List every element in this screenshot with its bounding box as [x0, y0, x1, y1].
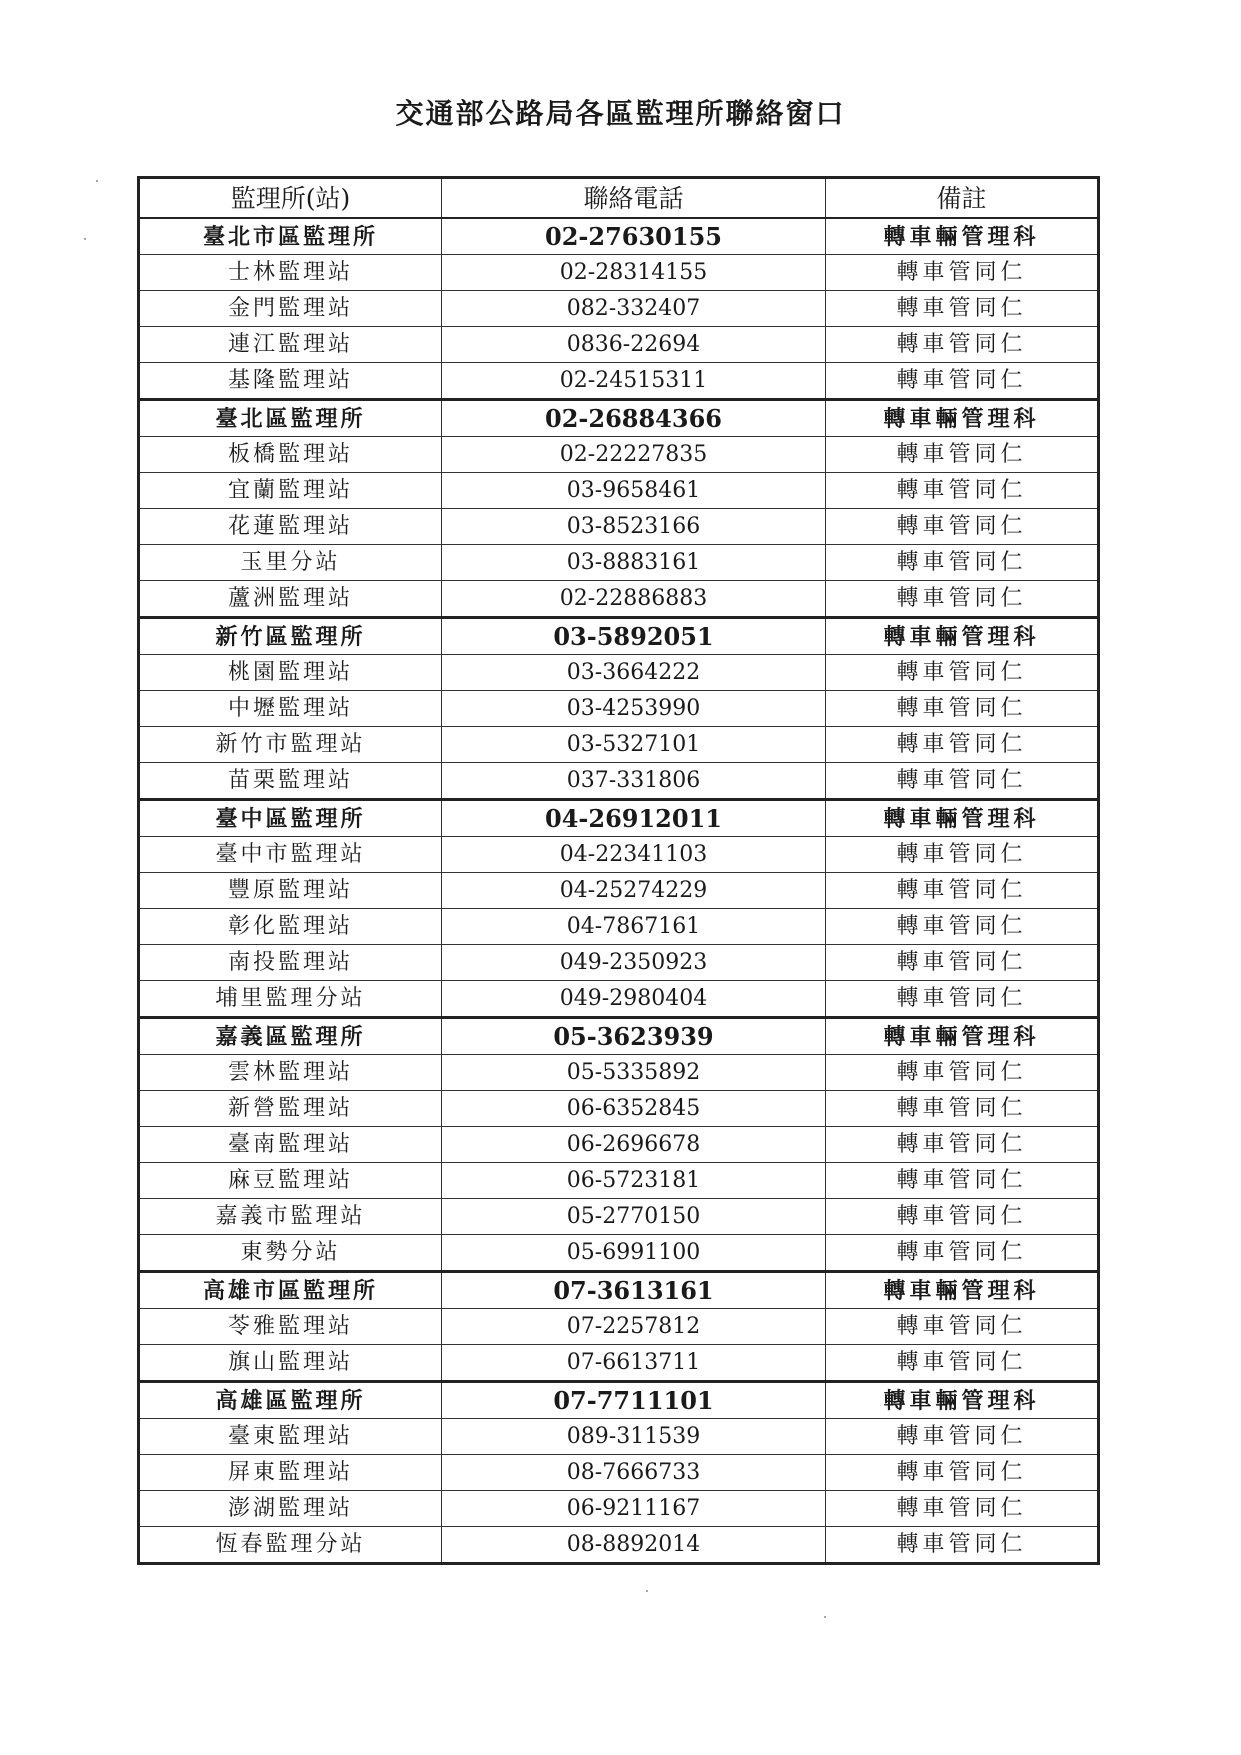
table-header-row [139, 178, 1099, 219]
office-row [139, 1272, 1099, 1309]
note-cell: 轉車管同仁 [826, 1419, 1099, 1455]
office-name-cell: 屏東監理站 [139, 1455, 442, 1491]
office-name-cell: 苗栗監理站 [139, 763, 442, 800]
note-cell: 轉車管同仁 [826, 837, 1099, 873]
station-row [139, 1309, 1099, 1345]
note-cell: 轉車輛管理科 [826, 1272, 1099, 1309]
contact-table-body [139, 218, 1099, 1564]
station-row [139, 1163, 1099, 1199]
office-name-cell: 臺北區監理所 [139, 400, 442, 437]
office-name-cell: 板橋監理站 [139, 437, 442, 473]
station-row [139, 655, 1099, 691]
phone-cell: 03-8883161 [442, 545, 826, 581]
station-row [139, 727, 1099, 763]
scan-speck [646, 1590, 648, 1592]
note-cell: 轉車管同仁 [826, 509, 1099, 545]
station-row [139, 509, 1099, 545]
note-cell: 轉車輛管理科 [826, 618, 1099, 655]
phone-cell: 037-331806 [442, 763, 826, 800]
phone-cell: 02-26884366 [442, 400, 826, 437]
column-header-office: 監理所(站) [139, 178, 442, 219]
office-name-cell: 新營監理站 [139, 1091, 442, 1127]
phone-cell: 02-28314155 [442, 255, 826, 291]
office-row [139, 618, 1099, 655]
document-title: 交通部公路局各區監理所聯絡窗口 [395, 97, 846, 130]
phone-cell: 02-22227835 [442, 437, 826, 473]
station-row [139, 291, 1099, 327]
phone-cell: 04-26912011 [442, 800, 826, 837]
office-name-cell: 桃園監理站 [139, 655, 442, 691]
office-name-cell: 臺南監理站 [139, 1127, 442, 1163]
station-row [139, 1199, 1099, 1235]
phone-cell: 02-24515311 [442, 363, 826, 400]
phone-cell: 07-2257812 [442, 1309, 826, 1345]
phone-cell: 04-22341103 [442, 837, 826, 873]
office-row [139, 800, 1099, 837]
office-name-cell: 基隆監理站 [139, 363, 442, 400]
phone-cell: 05-2770150 [442, 1199, 826, 1235]
note-cell: 轉車輛管理科 [826, 400, 1099, 437]
office-name-cell: 東勢分站 [139, 1235, 442, 1272]
phone-cell: 082-332407 [442, 291, 826, 327]
phone-cell: 03-8523166 [442, 509, 826, 545]
note-cell: 轉車管同仁 [826, 1235, 1099, 1272]
note-cell: 轉車管同仁 [826, 1127, 1099, 1163]
column-header-note: 備註 [826, 178, 1099, 219]
note-cell: 轉車管同仁 [826, 1055, 1099, 1091]
office-name-cell: 士林監理站 [139, 255, 442, 291]
phone-cell: 04-7867161 [442, 909, 826, 945]
phone-cell: 049-2980404 [442, 981, 826, 1018]
station-row [139, 837, 1099, 873]
note-cell: 轉車輛管理科 [826, 218, 1099, 255]
phone-cell: 02-27630155 [442, 218, 826, 255]
station-row [139, 1455, 1099, 1491]
station-row [139, 1491, 1099, 1527]
note-cell: 轉車管同仁 [826, 1455, 1099, 1491]
office-name-cell: 嘉義區監理所 [139, 1018, 442, 1055]
phone-cell: 03-4253990 [442, 691, 826, 727]
phone-cell: 06-5723181 [442, 1163, 826, 1199]
phone-cell: 08-7666733 [442, 1455, 826, 1491]
phone-cell: 06-9211167 [442, 1491, 826, 1527]
station-row [139, 1419, 1099, 1455]
station-row [139, 545, 1099, 581]
phone-cell: 02-22886883 [442, 581, 826, 618]
office-name-cell: 臺東監理站 [139, 1419, 442, 1455]
note-cell: 轉車管同仁 [826, 1163, 1099, 1199]
scan-speck [84, 238, 86, 240]
station-row [139, 1345, 1099, 1382]
phone-cell: 03-3664222 [442, 655, 826, 691]
phone-cell: 07-6613711 [442, 1345, 826, 1382]
office-name-cell: 澎湖監理站 [139, 1491, 442, 1527]
office-name-cell: 蘆洲監理站 [139, 581, 442, 618]
office-name-cell: 恆春監理分站 [139, 1527, 442, 1564]
note-cell: 轉車輛管理科 [826, 1018, 1099, 1055]
scan-speck [96, 180, 98, 182]
office-name-cell: 花蓮監理站 [139, 509, 442, 545]
phone-cell: 049-2350923 [442, 945, 826, 981]
office-name-cell: 彰化監理站 [139, 909, 442, 945]
station-row [139, 327, 1099, 363]
station-row [139, 691, 1099, 727]
phone-cell: 06-2696678 [442, 1127, 826, 1163]
note-cell: 轉車管同仁 [826, 581, 1099, 618]
office-row [139, 400, 1099, 437]
station-row [139, 1527, 1099, 1564]
office-name-cell: 臺中市監理站 [139, 837, 442, 873]
note-cell: 轉車管同仁 [826, 291, 1099, 327]
office-name-cell: 麻豆監理站 [139, 1163, 442, 1199]
office-name-cell: 新竹市監理站 [139, 727, 442, 763]
office-name-cell: 苓雅監理站 [139, 1309, 442, 1345]
office-name-cell: 金門監理站 [139, 291, 442, 327]
office-name-cell: 高雄市區監理所 [139, 1272, 442, 1309]
station-row [139, 1127, 1099, 1163]
note-cell: 轉車管同仁 [826, 545, 1099, 581]
station-row [139, 1235, 1099, 1272]
office-row [139, 1018, 1099, 1055]
office-name-cell: 嘉義市監理站 [139, 1199, 442, 1235]
station-row [139, 473, 1099, 509]
note-cell: 轉車管同仁 [826, 1091, 1099, 1127]
office-row [139, 1382, 1099, 1419]
note-cell: 轉車管同仁 [826, 691, 1099, 727]
office-name-cell: 臺中區監理所 [139, 800, 442, 837]
office-name-cell: 宜蘭監理站 [139, 473, 442, 509]
phone-cell: 05-5335892 [442, 1055, 826, 1091]
phone-cell: 07-3613161 [442, 1272, 826, 1309]
office-name-cell: 南投監理站 [139, 945, 442, 981]
office-name-cell: 中壢監理站 [139, 691, 442, 727]
office-name-cell: 高雄區監理所 [139, 1382, 442, 1419]
office-name-cell: 連江監理站 [139, 327, 442, 363]
phone-cell: 03-5892051 [442, 618, 826, 655]
note-cell: 轉車輛管理科 [826, 1382, 1099, 1419]
note-cell: 轉車管同仁 [826, 437, 1099, 473]
office-name-cell: 臺北市區監理所 [139, 218, 442, 255]
note-cell: 轉車管同仁 [826, 327, 1099, 363]
scan-speck [824, 1616, 826, 1618]
station-row [139, 981, 1099, 1018]
note-cell: 轉車輛管理科 [826, 800, 1099, 837]
note-cell: 轉車管同仁 [826, 255, 1099, 291]
station-row [139, 945, 1099, 981]
column-header-phone: 聯絡電話 [442, 178, 826, 219]
phone-cell: 05-6991100 [442, 1235, 826, 1272]
contact-table [137, 176, 1100, 1565]
note-cell: 轉車管同仁 [826, 1345, 1099, 1382]
note-cell: 轉車管同仁 [826, 873, 1099, 909]
note-cell: 轉車管同仁 [826, 763, 1099, 800]
station-row [139, 581, 1099, 618]
phone-cell: 03-9658461 [442, 473, 826, 509]
phone-cell: 089-311539 [442, 1419, 826, 1455]
note-cell: 轉車管同仁 [826, 909, 1099, 945]
phone-cell: 08-8892014 [442, 1527, 826, 1564]
office-name-cell: 旗山監理站 [139, 1345, 442, 1382]
station-row [139, 437, 1099, 473]
note-cell: 轉車管同仁 [826, 1527, 1099, 1564]
station-row [139, 255, 1099, 291]
station-row [139, 873, 1099, 909]
note-cell: 轉車管同仁 [826, 363, 1099, 400]
note-cell: 轉車管同仁 [826, 981, 1099, 1018]
station-row [139, 763, 1099, 800]
office-name-cell: 埔里監理分站 [139, 981, 442, 1018]
phone-cell: 07-7711101 [442, 1382, 826, 1419]
note-cell: 轉車管同仁 [826, 655, 1099, 691]
note-cell: 轉車管同仁 [826, 1199, 1099, 1235]
office-name-cell: 新竹區監理所 [139, 618, 442, 655]
phone-cell: 04-25274229 [442, 873, 826, 909]
note-cell: 轉車管同仁 [826, 1491, 1099, 1527]
station-row [139, 363, 1099, 400]
note-cell: 轉車管同仁 [826, 473, 1099, 509]
office-row [139, 218, 1099, 255]
office-name-cell: 豐原監理站 [139, 873, 442, 909]
phone-cell: 06-6352845 [442, 1091, 826, 1127]
note-cell: 轉車管同仁 [826, 727, 1099, 763]
office-name-cell: 雲林監理站 [139, 1055, 442, 1091]
station-row [139, 1091, 1099, 1127]
station-row [139, 1055, 1099, 1091]
note-cell: 轉車管同仁 [826, 1309, 1099, 1345]
phone-cell: 05-3623939 [442, 1018, 826, 1055]
note-cell: 轉車管同仁 [826, 945, 1099, 981]
office-name-cell: 玉里分站 [139, 545, 442, 581]
station-row [139, 909, 1099, 945]
phone-cell: 03-5327101 [442, 727, 826, 763]
phone-cell: 0836-22694 [442, 327, 826, 363]
